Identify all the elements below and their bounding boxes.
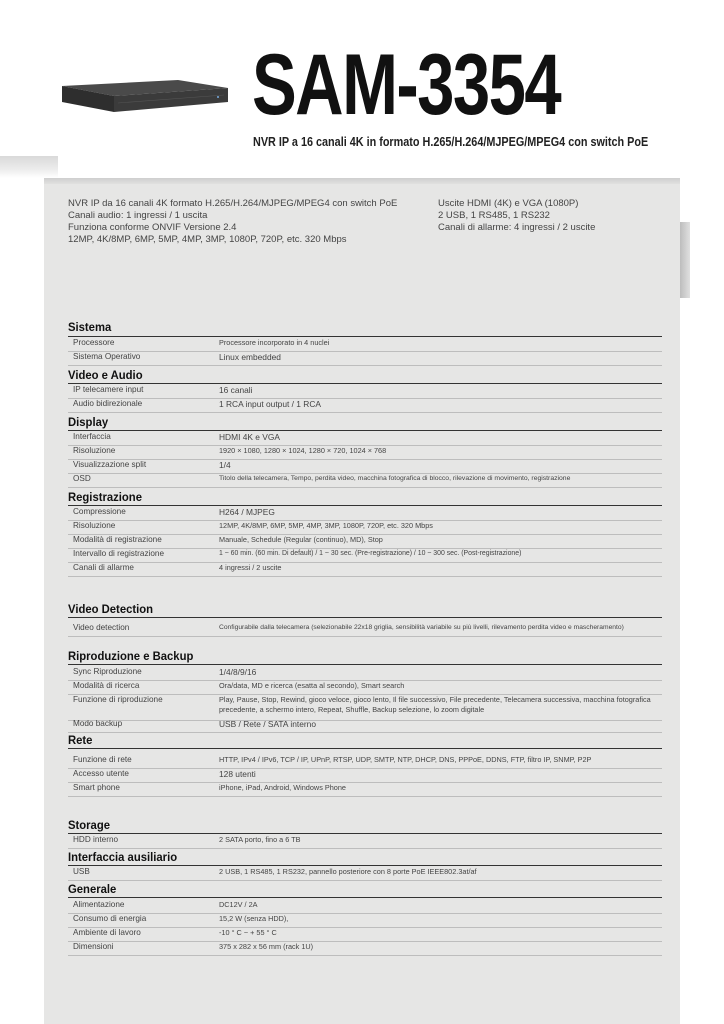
spec-label: USB	[73, 867, 90, 876]
spec-value: 1 RCA input output / 1 RCA	[219, 399, 321, 409]
spec-row	[68, 680, 662, 695]
section-title-riproduzione-backup: Riproduzione e Backup	[68, 649, 194, 663]
spec-row	[68, 834, 662, 849]
intro-line: NVR IP da 16 canali 4K formato H.265/H.264/MJPEG/MPEG4 con switch PoE	[68, 198, 398, 209]
spec-label: Risoluzione	[73, 521, 116, 530]
intro-features-left	[68, 198, 418, 246]
spec-label: Sistema Operativo	[73, 352, 141, 361]
intro-line: Canali audio: 1 ingressi / 1 uscita	[68, 210, 208, 221]
spec-row	[68, 534, 662, 549]
spec-label: Consumo di energia	[73, 914, 147, 923]
spec-label: Visualizzazione split	[73, 460, 147, 469]
spec-value: 2 USB, 1 RS485, 1 RS232, pannello posteriore con 8 porte PoE IEEE802.3at/af	[219, 867, 477, 876]
spec-value: H264 / MJPEG	[219, 507, 275, 517]
panel-edge-tab	[680, 222, 690, 298]
spec-value: 1/4	[219, 460, 231, 470]
spec-row	[68, 351, 662, 366]
section-title-storage: Storage	[68, 818, 111, 832]
spec-value: Linux embedded	[219, 352, 281, 362]
intro-line: 12MP, 4K/8MP, 6MP, 5MP, 4MP, 3MP, 1080P, 720P, etc. 320 Mbps	[68, 234, 347, 245]
intro-line: Canali di allarme: 4 ingressi / 2 uscite	[438, 222, 596, 233]
section-title-generale: Generale	[68, 882, 117, 896]
header-shadow	[0, 156, 58, 178]
spec-label: Modo backup	[73, 719, 123, 728]
spec-row	[68, 506, 662, 521]
spec-label: Processore	[73, 338, 115, 347]
spec-row	[68, 768, 662, 783]
product-title: SAM-3354	[252, 37, 561, 133]
spec-label: Ambiente di lavoro	[73, 928, 141, 937]
intro-line: Funziona conforme ONVIF Versione 2.4	[68, 222, 237, 233]
spec-value: USB / Rete / SATA interno	[219, 719, 316, 729]
spec-value: Titolo della telecamera, Tempo, perdita video, macchina fotografica di blocco, rilevazione di movimento, registrazione	[219, 475, 571, 482]
spec-value: 1 ~ 60 min. (60 min. Di default) / 1 ~ 30 sec. (Pre-registrazione) / 10 ~ 300 sec. (Post-registrazione)	[219, 550, 522, 557]
spec-row	[68, 941, 662, 956]
section-title-rete: Rete	[68, 733, 93, 747]
spec-row	[68, 398, 662, 413]
spec-value: 15,2 W (senza HDD),	[219, 914, 289, 923]
spec-value: Processore incorporato in 4 nuclei	[219, 338, 330, 347]
spec-row	[68, 754, 662, 769]
spec-label: OSD	[73, 474, 91, 483]
spec-value: 4 ingressi / 2 uscite	[219, 563, 282, 572]
spec-row	[68, 431, 662, 446]
section-rule	[68, 897, 662, 898]
spec-row	[68, 520, 662, 535]
spec-label: Audio bidirezionale	[73, 399, 143, 408]
spec-value: 2 SATA porto, fino a 6 TB	[219, 835, 301, 844]
spec-row	[68, 473, 662, 488]
spec-label: Intervallo di registrazione	[73, 549, 165, 558]
spec-row	[68, 782, 662, 797]
spec-row	[68, 337, 662, 352]
spec-row	[68, 445, 662, 460]
spec-label: HDD interno	[73, 835, 119, 844]
spec-label: Modalità di ricerca	[73, 681, 140, 690]
section-rule	[68, 617, 662, 618]
section-title-video-detection: Video Detection	[68, 602, 154, 616]
spec-value: 1920 × 1080, 1280 × 1024, 1280 × 720, 1024 × 768	[219, 446, 387, 455]
spec-value: 128 utenti	[219, 769, 256, 779]
spec-value: Ora/data, MD e ricerca (esatta al secondo), Smart search	[219, 681, 405, 690]
spec-row	[68, 562, 662, 577]
spec-value: Configurabile dalla telecamera (selezionabile 22x18 griglia, sensibilità variabile su più livelli, rilevamento perdita video e mascheramento)	[219, 624, 624, 631]
spec-value: 12MP, 4K/8MP, 6MP, 5MP, 4MP, 3MP, 1080P, 720P, etc. 320 Mbps	[219, 521, 433, 530]
spec-label: Sync Riproduzione	[73, 667, 142, 676]
spec-label: Funzione di riproduzione	[73, 695, 163, 704]
spec-label: Video detection	[73, 623, 130, 632]
spec-label: Funzione di rete	[73, 755, 132, 764]
spec-label: Accesso utente	[73, 769, 129, 778]
spec-row	[68, 927, 662, 942]
product-subtitle: NVR IP a 16 canali 4K in formato H.265/H.264/MJPEG/MPEG4 con switch PoE	[253, 135, 649, 149]
spec-value: HDMI 4K e VGA	[219, 432, 280, 442]
spec-value: 375 x 282 x 56 mm (rack 1U)	[219, 942, 314, 951]
section-title-sistema: Sistema	[68, 320, 112, 334]
spec-value: Manuale, Schedule (Regular (continuo), MD), Stop	[219, 535, 383, 544]
section-rule	[68, 664, 662, 665]
spec-row	[68, 622, 662, 637]
spec-row	[68, 459, 662, 474]
section-title-display: Display	[68, 415, 109, 429]
spec-row	[68, 899, 662, 914]
spec-label: Alimentazione	[73, 900, 125, 909]
section-rule	[68, 748, 662, 749]
spec-value: DC12V / 2A	[219, 900, 258, 909]
intro-line: Uscite HDMI (4K) e VGA (1080P)	[438, 198, 579, 209]
spec-row	[68, 548, 662, 563]
spec-value: Play, Pause, Stop, Rewind, gioco veloce, gioco lento, Il file successivo, File precedente, Telecamera successiva, macchina fotografica precedente, a schermo intero, Repeat, Shuffle, Backup selezione, lo zoom digitale	[219, 695, 651, 714]
section-title-interfaccia-ausiliario: Interfaccia ausiliario	[68, 850, 178, 864]
spec-value: iPhone, iPad, Android, Windows Phone	[219, 783, 346, 792]
intro-features-right	[438, 198, 678, 234]
spec-label: Canali di allarme	[73, 563, 134, 572]
spec-label: Interfaccia	[73, 432, 111, 441]
spec-label: Dimensioni	[73, 942, 114, 951]
intro-line: 2 USB, 1 RS485, 1 RS232	[438, 210, 550, 221]
spec-row	[68, 666, 662, 681]
spec-row	[68, 718, 662, 733]
spec-row	[68, 694, 662, 721]
spec-row	[68, 866, 662, 881]
spec-row	[68, 913, 662, 928]
spec-label: Smart phone	[73, 783, 120, 792]
spec-row	[68, 384, 662, 399]
spec-value: 16 canali	[219, 385, 253, 395]
nvr-device-image	[58, 78, 230, 114]
spec-value: HTTP, IPv4 / IPv6, TCP / IP, UPnP, RTSP, UDP, SMTP, NTP, DHCP, DNS, PPPoE, DDNS, FTP, filtro IP, SNMP, P2P	[219, 755, 592, 764]
spec-value: -10 ° C ~ + 55 ° C	[219, 928, 277, 937]
spec-label: Modalità di registrazione	[73, 535, 162, 544]
spec-label: Compressione	[73, 507, 126, 516]
spec-label: IP telecamere input	[73, 385, 144, 394]
section-title-registrazione: Registrazione	[68, 490, 142, 504]
section-title-video-audio: Video e Audio	[68, 368, 143, 382]
spec-value: 1/4/8/9/16	[219, 667, 257, 677]
spec-label: Risoluzione	[73, 446, 116, 455]
